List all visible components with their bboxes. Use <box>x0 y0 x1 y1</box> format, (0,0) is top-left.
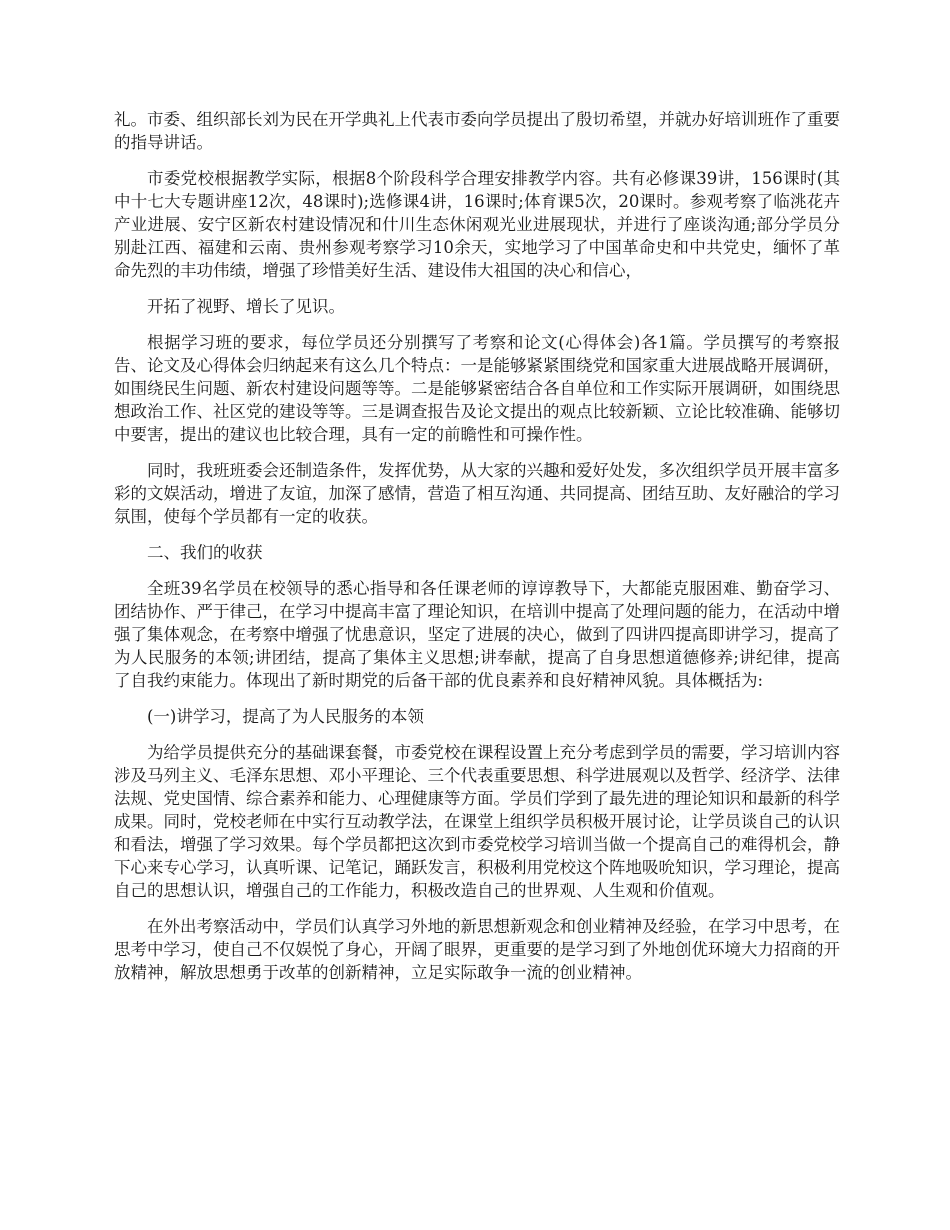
paragraph-papers: 根据学习班的要求，每位学员还分别撰写了考察和论文(心得体会)各1篇。学员撰写的考察报告、论文及心得体会归纳起来有这么几个特点：一是能够紧紧围绕党和国家重大进展战略开展调研，如围绕民生问题、新农村建设问题等等。二是能够紧密结合各自单位和工作实际开展调研，如围绕思想政治工作、社区党的建设等等。三是调查报告及论文提出的观点比较新颖、立论比较准确、能够切中要害，提出的建议也比较合理，具有一定的前瞻性和可操作性。 <box>114 333 840 444</box>
paragraph-field-trips: 在外出考察活动中，学员们认真学习外地的新思想新观念和创业精神及经验，在学习中思考，在思考中学习，使自己不仅娱悦了身心，开阔了眼界，更重要的是学习到了外地创优环境大力招商的开放精神，解放思想勇于改革的创新精神，立足实际敢争一流的创业精神。 <box>114 917 840 982</box>
section-heading-gains: 二、我们的收获 <box>147 543 263 562</box>
document-body <box>114 108 840 997</box>
paragraph-broaden-horizons: 开拓了视野、增长了见识。 <box>147 297 345 316</box>
paragraph-gains-summary: 全班39名学员在校领导的悉心指导和各任课老师的谆谆教导下，大都能克服困难、勤奋学习、团结协作、严于律己，在学习中提高丰富了理论知识，在培训中提高了处理问题的能力，在活动中增强了集体观念，在考察中增强了忧患意识，坚定了进展的决心，做到了四讲四提高即讲学习，提高了为人民服务的本领;讲团结，提高了集体主义思想;讲奉献，提高了自身思想道德修养;讲纪律，提高了自我约束能力。体现出了新时期党的后备干部的优良素养和良好精神风貌。具体概括为: <box>114 579 840 690</box>
paragraph-curriculum: 市委党校根据教学实际，根据8个阶段科学合理安排教学内容。共有必修课39讲，156课时(其中十七大专题讲座12次，48课时);选修课4讲，16课时;体育课5次，20课时。参观考察了临洮花卉产业进展、安宁区新农村建设情况和什川生态休闲观光业进展现状，并进行了座谈沟通;部分学员分别赴江西、福建和云南、贵州参观考察学习10余天，实地学习了中国革命史和中共党史，缅怀了革命先烈的丰功伟绩，增强了珍惜美好生活、建设伟大祖国的决心和信心， <box>114 169 840 280</box>
paragraph-study-details: 为给学员提供充分的基础课套餐，市委党校在课程设置上充分考虑到学员的需要，学习培训内容涉及马列主义、毛泽东思想、邓小平理论、三个代表重要思想、科学进展观以及哲学、经济学、法律法规、党史国情、综合素养和能力、心理健康等方面。学员们学到了最先进的理论知识和最新的科学成果。同时，党校老师在中实行互动教学法，在课堂上组织学员积极开展讨论，让学员谈自己的认识和看法，增强了学习效果。每个学员都把这次到市委党校学习培训当做一个提高自己的难得机会，静下心来专心学习，认真听课、记笔记，踊跃发言，积极利用党校这个阵地吸吮知识，学习理论，提高自己的思想认识，增强自己的工作能力，积极改造自己的世界观、人生观和价值观。 <box>114 743 840 900</box>
paragraph-activities: 同时，我班班委会还制造条件，发挥优势，从大家的兴趣和爱好处发，多次组织学员开展丰富多彩的文娱活动，增进了友谊，加深了感情，营造了相互沟通、共同提高、团结互助、友好融洽的学习氛围，使每个学员都有一定的收获。 <box>114 461 840 526</box>
subheading-study: (一)讲学习，提高了为人民服务的本领 <box>147 707 424 726</box>
paragraph-continuation: 礼。市委、组织部长刘为民在开学典礼上代表市委向学员提出了殷切希望，并就办好培训班作了重要的指导讲话。 <box>114 110 840 152</box>
